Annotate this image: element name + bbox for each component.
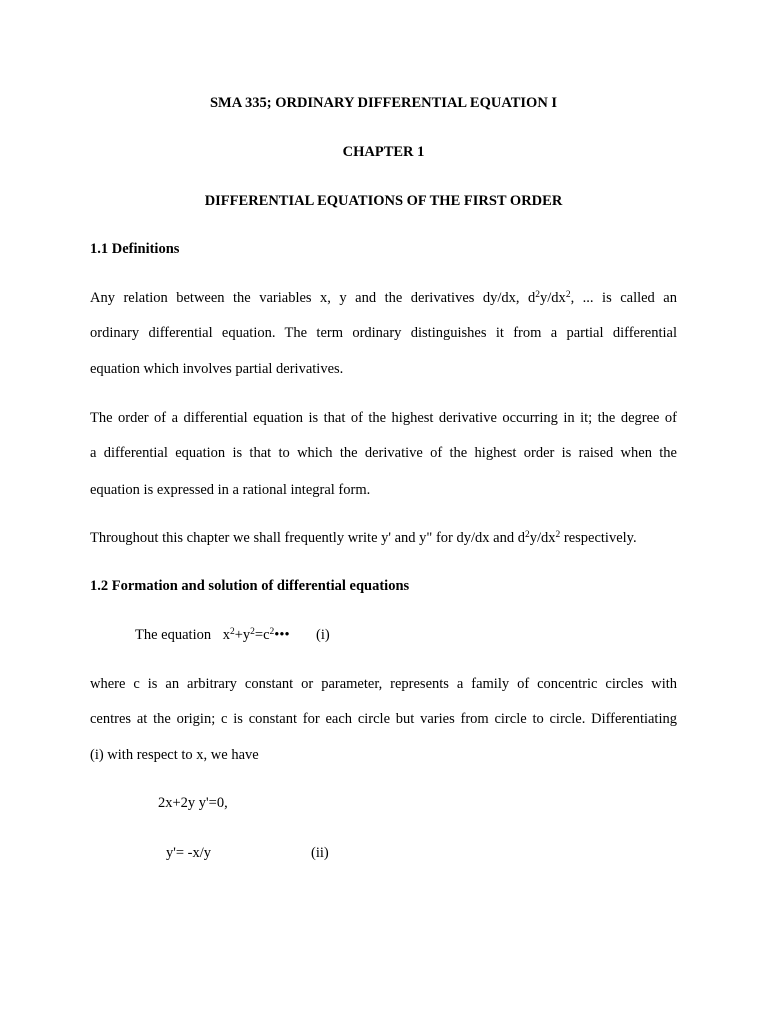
paragraph-line: The order of a differential equation is that of the highest derivative occurring in it; the degree of	[90, 410, 677, 426]
paragraph-line: equation which involves partial derivatives.	[90, 361, 344, 377]
document-title: SMA 335; ORDINARY DIFFERENTIAL EQUATION I	[209, 95, 558, 111]
paragraph-line: ordinary differential equation. The term ordinary distinguishes it from a partial differential	[90, 325, 677, 341]
equation-slope: y'= -x/y	[166, 845, 212, 861]
paragraph-order-degree	[90, 409, 677, 499]
section-heading-definitions: 1.1 Definitions	[90, 241, 180, 257]
paragraph-line: (i) with respect to x, we have	[90, 747, 259, 763]
equation-tag-ii: (ii)	[311, 845, 329, 861]
equation-expression: $x^2+y^2=c^2•••$	[222, 627, 290, 643]
paragraph-circle-description	[90, 675, 677, 765]
paragraph-line: equation is expressed in a rational integral form.	[90, 482, 371, 498]
paragraph-line: where c is an arbitrary constant or parameter, represents a family of concentric circles with	[90, 676, 677, 692]
chapter-number: CHAPTER 1	[342, 144, 425, 160]
section-heading-formation: 1.2 Formation and solution of differential equations	[90, 578, 410, 594]
paragraph-line: Any relation between the variables x, y and the derivatives dy/dx, $d^2y/dx^2$, ... is called an	[90, 290, 677, 306]
paragraph-notation: Throughout this chapter we shall frequently write y' and y" for dy/dx and $d^2y/dx^2$ respectively.	[90, 530, 637, 546]
equation-circle-family	[135, 626, 290, 644]
equation-label: The equation	[135, 627, 212, 643]
equation-derivative: 2x+2y y'=0,	[158, 795, 228, 811]
paragraph-line: a differential equation is that to which the derivative of the highest order is raised when the	[90, 445, 677, 461]
equation-tag-i: (i)	[316, 627, 330, 643]
chapter-title: DIFFERENTIAL EQUATIONS OF THE FIRST ORDER	[204, 193, 563, 209]
paragraph-definition	[90, 289, 677, 379]
paragraph-line: centres at the origin; c is constant for each circle but varies from circle to circle. Differentiating	[90, 711, 677, 727]
